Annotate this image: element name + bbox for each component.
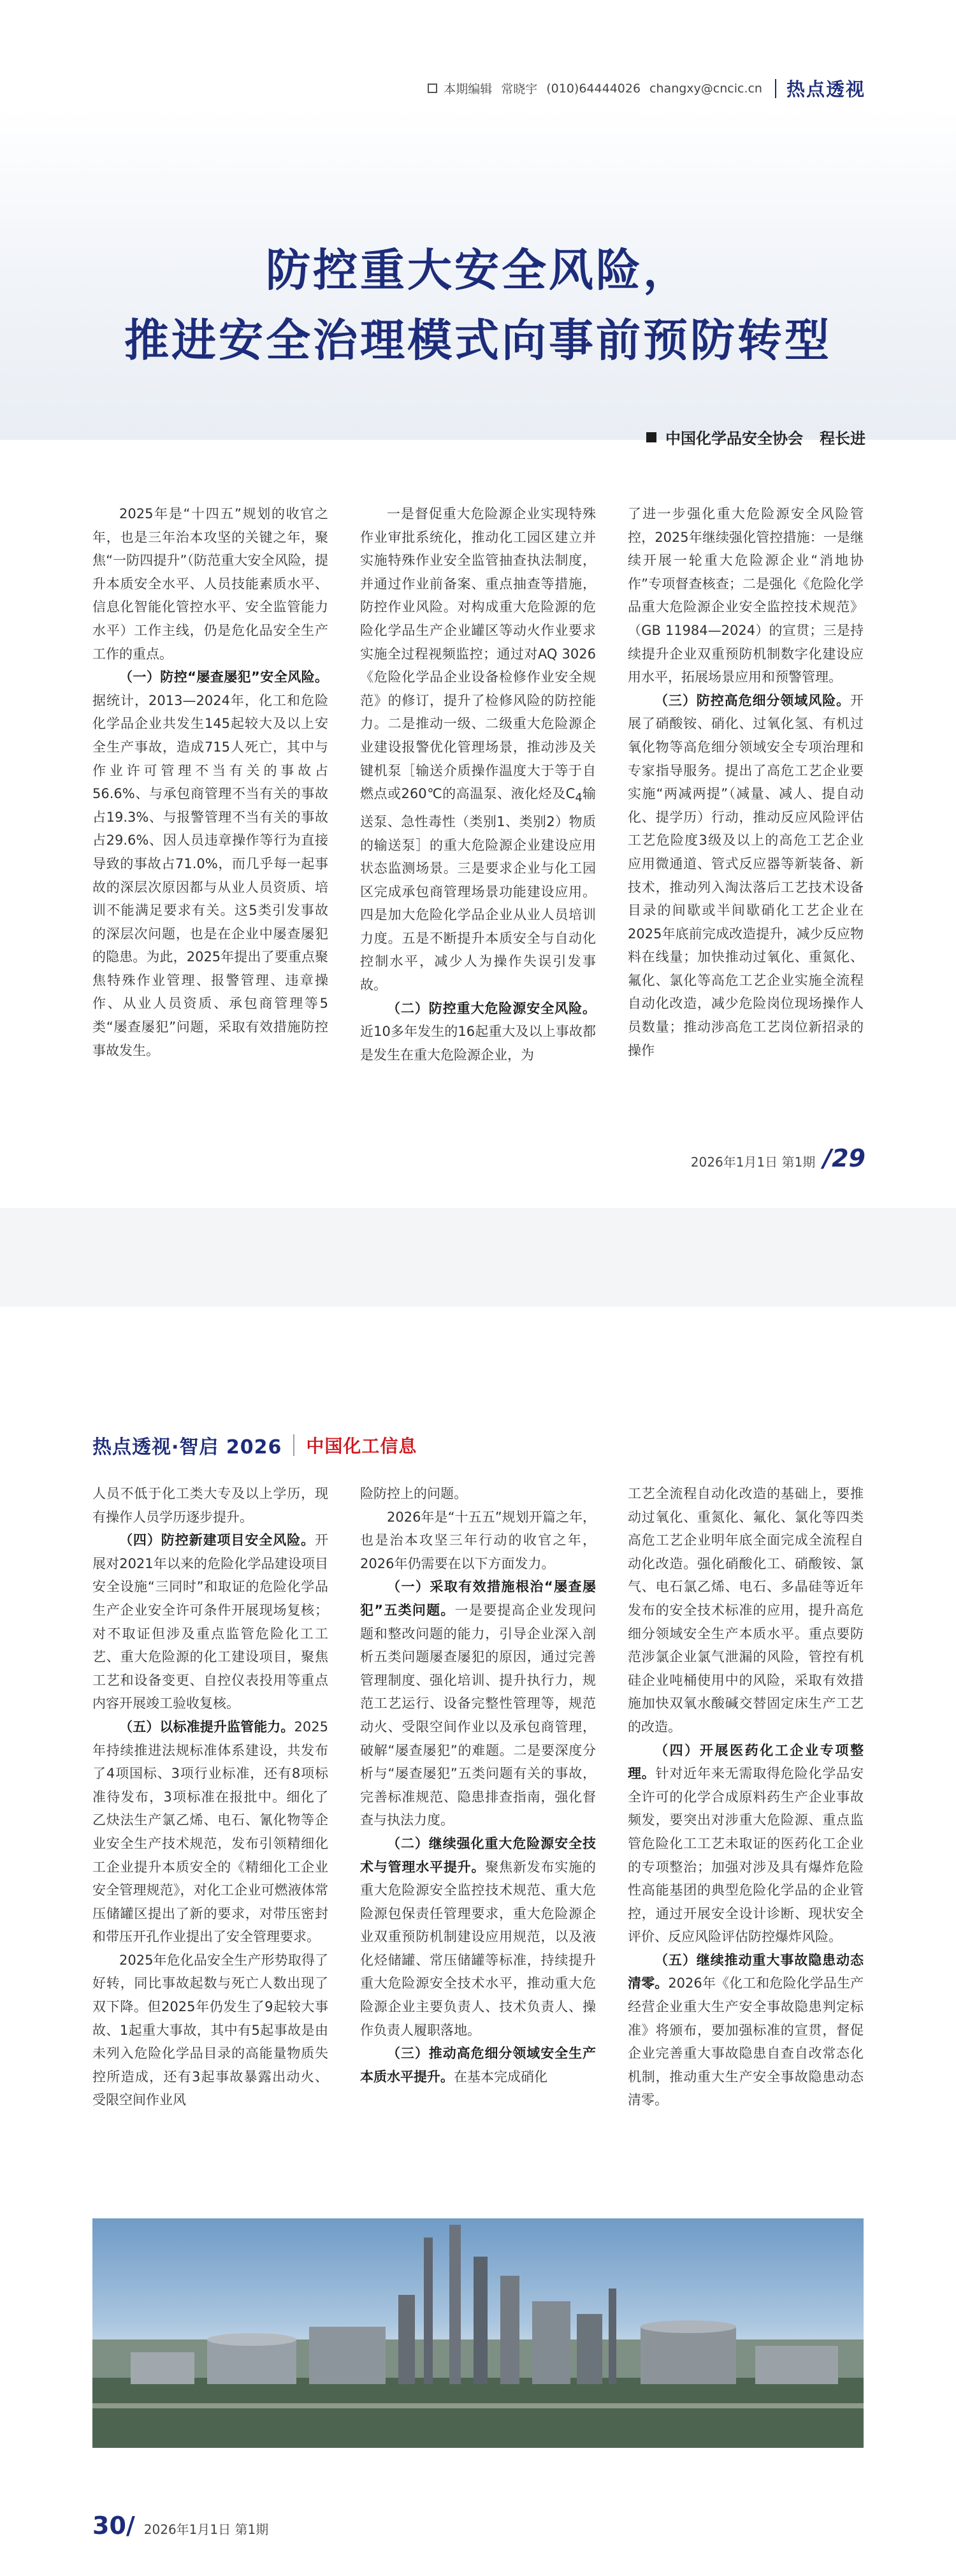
paragraph: 险防控上的问题。 bbox=[360, 1486, 467, 1501]
paragraph-text: 据统计，2013—2024年，化工和危险化学品企业共发生145起较大及以上安全生产事故，造成715人死亡，其中与作业许可管理不当有关的事故占56.6%、与承包商管理不当有关的事故占19.3%、与报警管理不当有关的事故占29.6%、因人员违章操作等行为直接导致的事故占71.0%，而几乎每一起事故的深层次原因都与从业人员资质、培训不能满足要求有关。这5类引发事故的深层次问题，也是在企业中屡查屡犯的隐患。为此，2025年提出了要重点聚焦特殊作业管理、报警管理、违章操作、从业人员资质、承包商管理等5类“屡查屡犯”问题，采取有效措施防控事故发生。 bbox=[92, 692, 328, 1058]
paragraph-text: 聚焦新发布实施的重大危险源安全监控技术规范、重大危险源包保责任管理要求，重大危险源企业双重预防机制建设应用规范，以及液化烃储罐、常压储罐等标准，持续提升重大危险源安全技术水平，推动重大危险源企业主要负责人、技术负责人、操作负责人履职落地。 bbox=[360, 1859, 596, 2038]
publication-logo: 中国化工信息 bbox=[306, 1436, 417, 1457]
header-divider bbox=[293, 1434, 294, 1456]
paragraph bbox=[628, 1739, 864, 1949]
paragraph-text: 2026年《化工和危险化学品生产经营企业重大生产安全事故隐患判定标准》将颁布，要加强标准的宣贯，督促企业完善重大事故隐患自查自改常态化机制，推动重大生产安全事故隐患动态清零。 bbox=[628, 1976, 864, 2108]
chemical-plant-photo bbox=[92, 2218, 864, 2448]
page-30 bbox=[0, 1307, 956, 2576]
section-title: 热点透视 bbox=[786, 78, 865, 100]
paragraph bbox=[360, 1832, 596, 2042]
subheading: （三）防控高危细分领域风险。 bbox=[655, 692, 850, 708]
paragraph-text: 2025年持续推进法规标准体系建设，共发布了4项国标、3项行业标准，还有8项标准待发布，3项标准在报批中。细化了乙炔法生产氯乙烯、电石、氰化物等企业安全生产技术规范，发布引领精细化工企业提升本质安全的《精细化工企业安全管理规范》，对化工企业可燃液体常压储罐区提出了新的要求，对带压密封和带压开孔作业提出了安全管理要求。 bbox=[92, 1719, 328, 1945]
editor-phone: (010)64444026 bbox=[546, 81, 641, 96]
column-3 bbox=[628, 1482, 864, 2196]
page-footer bbox=[92, 2512, 268, 2540]
page-number: /29 bbox=[823, 1144, 865, 1172]
black-square-icon bbox=[646, 432, 656, 442]
page-footer bbox=[691, 1144, 865, 1172]
paragraph-text: 针对近年来无需取得危险化学品安全许可的化学合成原料药生产企业事故频发，要突出对涉重大危险源、重点监管危险化工工艺未取证的医药化工企业的专项整治；加强对涉及具有爆炸危险性高能基团的典型危险化学品的企业管控，通过开展安全设计诊断、现状安全评价、反应风险评估防控爆炸风险。 bbox=[628, 1766, 864, 1945]
paragraph bbox=[360, 2042, 596, 2088]
paragraph-text: 近10多年发生的16起重大及以上事故都是发生在重大危险源企业，为 bbox=[360, 1024, 596, 1063]
paragraph-text: 在基本完成硝化 bbox=[454, 2069, 547, 2085]
subheading: （五）以标准提升监管能力。 bbox=[119, 1719, 294, 1735]
paragraph: 了进一步强化重大危险源安全风险管控，2025年继续强化管控措施：一是继续开展一轮重大危险源企业“消地协作”专项督查核查；二是强化《危险化学品重大危险源企业安全监控技术规范》（GB 11984—2024）的宣贯；三是持续提升企业双重预防机制数字化建设应用水平，拓展场景应用和预警管理。 bbox=[628, 506, 864, 685]
subscript: 4 bbox=[575, 792, 583, 805]
subheading: （四）防控新建项目安全风险。 bbox=[119, 1532, 315, 1548]
body-columns bbox=[92, 502, 864, 1089]
paragraph bbox=[92, 1715, 328, 1949]
paragraph: 工艺全流程自动化改造的基础上，要推动过氧化、重氮化、氟化、氯化等四类高危工艺企业明年底全面完成全流程自动化改造。强化硝酸化工、硝酸铵、氯气、电石氯乙烯、电石、多晶硅等近年发布的安全技术标准的应用，提升高危细分领域安全生产本质水平。重点要防范涉氯企业氯气泄漏的风险，管控有机硅企业吨桶使用中的风险，采取有效措施加快双氧水酸碱交替固定床生产工艺的改造。 bbox=[628, 1486, 864, 1735]
column-1 bbox=[92, 502, 328, 1089]
paragraph bbox=[92, 1529, 328, 1715]
subheading: （二）继续强化重大危险源安全技术与管理水平提升。 bbox=[360, 1835, 596, 1875]
subheading: （二）防控重大危险源安全风险。 bbox=[387, 1000, 596, 1016]
paragraph bbox=[628, 1949, 864, 2112]
paragraph bbox=[360, 1575, 596, 1832]
subheading: （四）开展医药化工企业专项整理。 bbox=[628, 1742, 864, 1782]
paragraph-text: 一是要提高企业发现问题和整改问题的能力，引导企业深入剖析五类问题屡查屡犯的原因，通过完善管理制度、强化培训、提升执行力，规范工艺运行、设备完整性管理等，规范动火、受限空间作业以及承包商管理，破解“屡查屡犯”的难题。二是要深度分析与“屡查屡犯”五类问题有关的事故，完善标准规范、隐患排查指南，强化督查与执法力度。 bbox=[360, 1602, 596, 1828]
page-header bbox=[92, 1431, 417, 1459]
plant-illustration bbox=[92, 2218, 864, 2448]
subheading: （三）推动高危细分领域安全生产本质水平提升。 bbox=[360, 2046, 596, 2085]
article-title-line-1: 防控重大安全风险， bbox=[266, 244, 690, 296]
paragraph: 2026年是“十五五”规划开篇之年，也是治本攻坚三年行动的收官之年，2026年仍需要在以下方面发力。 bbox=[360, 1509, 596, 1571]
paragraph bbox=[628, 689, 864, 1063]
paragraph bbox=[92, 666, 328, 1062]
editor-email: changxy@cncic.cn bbox=[649, 81, 762, 96]
page-number: 30/ bbox=[92, 2512, 135, 2540]
paragraph-text: 开展对2021年以来的危险化学品建设项目安全设施“三同时”和取证的危险化学品生产企业安全许可条件开展现场复核；对不取证但涉及重点监管危险化工工艺、重大危险源的化工建设项目，聚焦工艺和设备变更、自控仪表投用等重点内容开展竣工验收复核。 bbox=[92, 1532, 328, 1712]
author-org: 中国化学品安全协会 bbox=[665, 430, 803, 448]
footer-date-issue: 2026年1月1日 第1期 bbox=[690, 1154, 816, 1170]
article-title-line-2: 推进安全治理模式向事前预防转型 bbox=[124, 314, 832, 367]
body-columns bbox=[92, 1482, 864, 2196]
footer-date-issue: 2026年1月1日 第1期 bbox=[143, 2522, 269, 2537]
subheading: （一）采取有效措施根治“屡查屡犯”五类问题。 bbox=[360, 1579, 596, 1618]
author-byline bbox=[646, 426, 865, 448]
paragraph-text: 一是督促重大危险源企业实现特殊作业审批系统化，推动化工园区建立并实施特殊作业安全监管抽查执法制度，并通过作业前备案、重点抽查等措施，防控作业风险。对构成重大危险源的危险化学品生产企业罐区等动火作业要求实施全过程视频监控；通过对AQ 3026《危险化学品企业设备检修作业安全规范》的修订，提升了检修风险的防控能力。二是推动一级、二级重大危险源企业建设报警优化管理场景，推动涉及关键机泵［输送介质操作温度大于等于自燃点或260℃的高温泵、液化烃及C bbox=[360, 506, 596, 802]
square-icon bbox=[428, 84, 437, 93]
subheading: （五）继续推动重大事故隐患动态清零。 bbox=[628, 1952, 864, 1991]
paragraph-text: 输送泵、急性毒性（类别1、类别2）物质的输送泵］的重大危险源企业建设应用状态监测场景。三是要求企业与化工园区完成承包商管理场景功能建设应用。四是加大危险化学品企业从业人员培训力度。五是不断提升本质安全与自动化控制水平，减少人为操作失误引发事故。 bbox=[360, 786, 596, 993]
editor-label: 本期编辑 bbox=[444, 82, 493, 96]
paragraph-text: 开展了硝酸铵、硝化、过氧化氢、有机过氧化物等高危细分领域安全专项治理和专家指导服务。提出了高危工艺企业要实施“两减两提”（减量、减人、提自动化、提学历）行动，推动反应风险评估工艺危险度3级及以上的高危工艺企业应用微通道、管式反应器等新装备、新技术，推动列入淘汰落后工艺技术设备目录的间歇或半间歇硝化工艺企业在2025年底前完成改造提升，减少反应物料在线量；加快推动过氧化、重氮化、氟化、氯化等高危工艺企业实施全流程自动化改造，减少危险岗位现场操作人员数量；推动涉高危工艺岗位新招录的操作 bbox=[628, 692, 864, 1058]
column-2 bbox=[360, 1482, 596, 2196]
paragraph bbox=[360, 502, 596, 997]
editor-name: 常晓宇 bbox=[501, 82, 538, 96]
paragraph: 人员不低于化工类大专及以上学历，现有操作人员学历逐步提升。 bbox=[92, 1486, 328, 1525]
author-name: 程长进 bbox=[820, 430, 865, 448]
page-29 bbox=[0, 0, 956, 1208]
subheading: （一）防控“屡查屡犯”安全风险。 bbox=[119, 669, 328, 685]
paragraph: 2025年是“十四五”规划的收官之年，也是三年治本攻坚的关键之年，聚焦“一防四提升”（防范重大安全风险，提升本质安全水平、人员技能素质水平、信息化智能化管控水平、安全监管能力水平）工作主线，仍是危化品安全生产工作的重点。 bbox=[92, 506, 328, 662]
page-header bbox=[428, 75, 865, 101]
column-2 bbox=[360, 502, 596, 1089]
header-divider bbox=[775, 79, 776, 98]
section-title: 热点透视·智启 2026 bbox=[92, 1436, 282, 1459]
column-3 bbox=[628, 502, 864, 1089]
paragraph: 2025年危化品安全生产形势取得了好转，同比事故起数与死亡人数出现了双下降。但2025年仍发生了9起较大事故、1起重大事故，其中有5起事故是由未列入危险化学品目录的高能量物质失控所造成，还有3起事故暴露出动火、受限空间作业风 bbox=[92, 1952, 328, 2108]
paragraph bbox=[360, 997, 596, 1067]
column-1 bbox=[92, 1482, 328, 2196]
